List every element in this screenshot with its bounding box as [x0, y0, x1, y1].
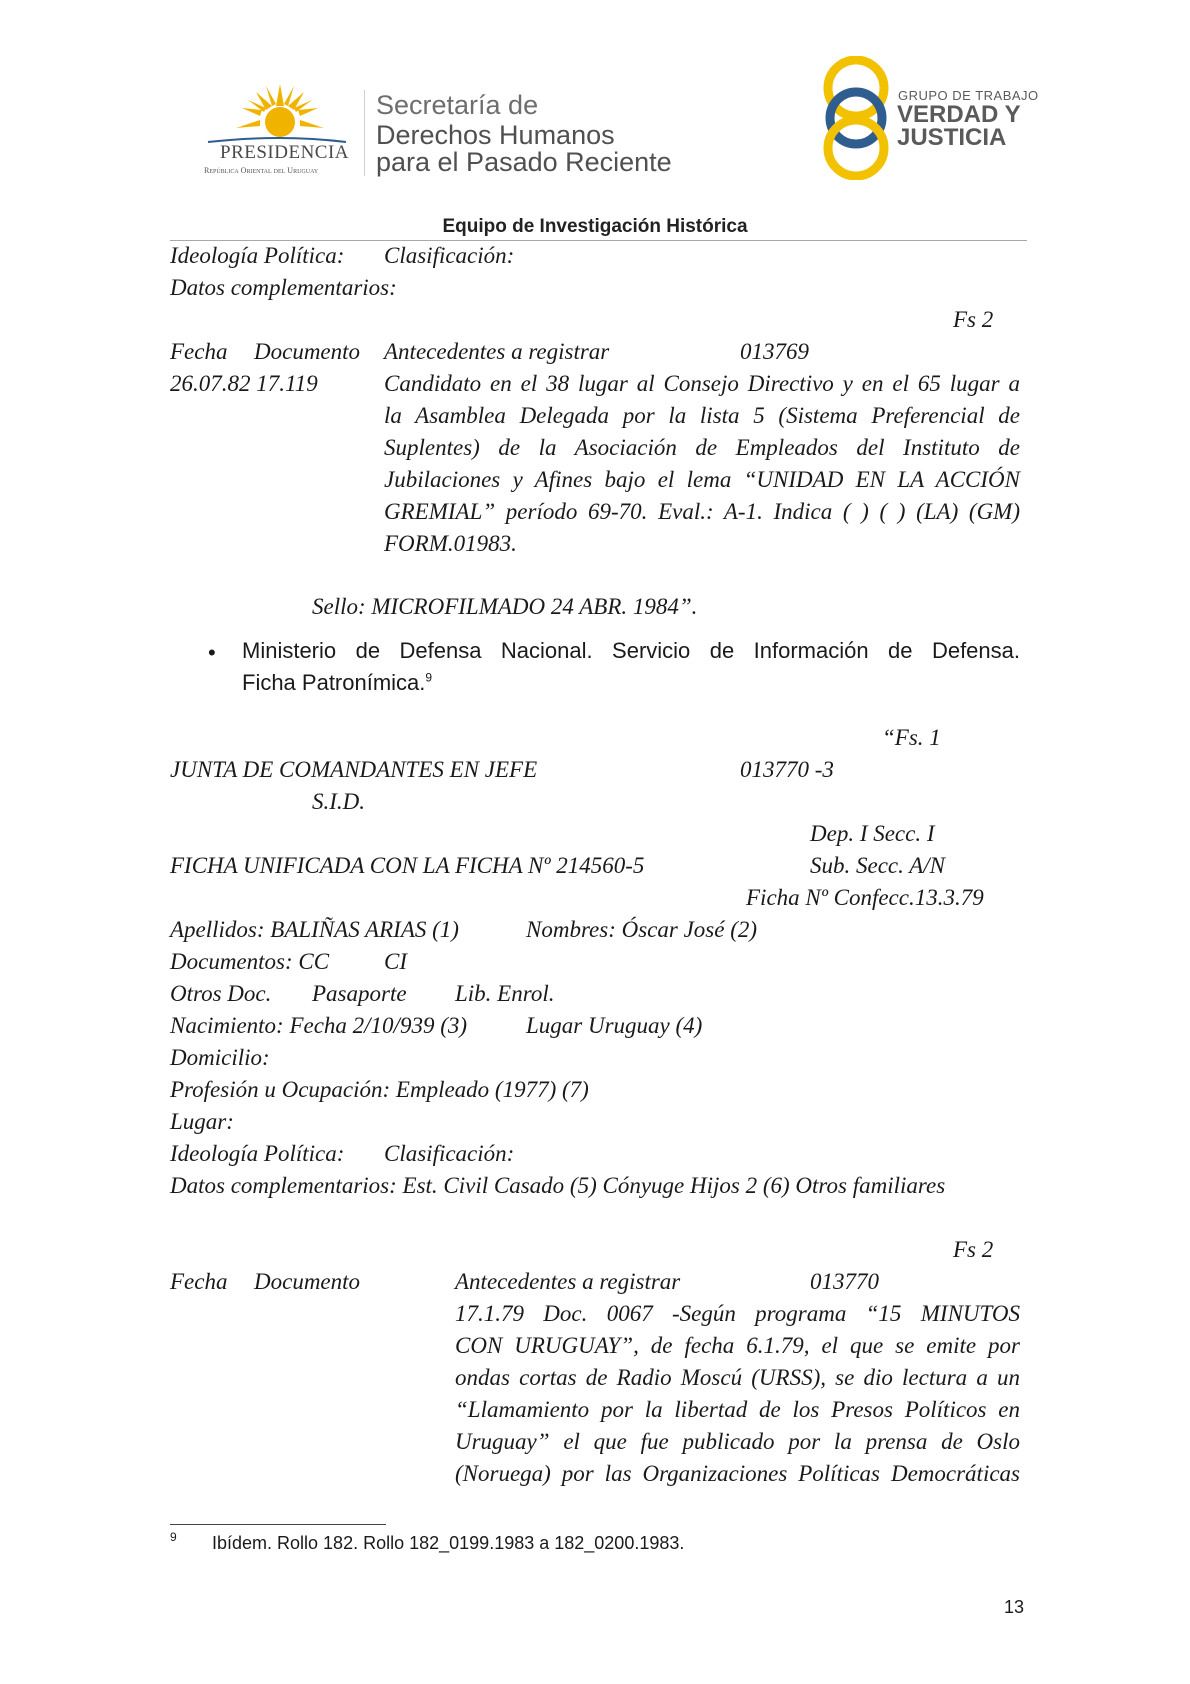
- ficha-ci: CI: [384, 949, 407, 974]
- b1-text-line: GREMIAL” período 69-70. Eval.: A-1. Indica ( ) ( ) (LA) (GM): [384, 499, 1020, 524]
- presidencia-subtitle: República Oriental del Uruguay: [204, 166, 319, 175]
- b2-text-line: “Llamamiento por la libertad de los Presos Políticos en: [455, 1397, 1020, 1422]
- ficha-domicilio: Domicilio:: [170, 1045, 270, 1070]
- bullet-line-2: [242, 670, 432, 696]
- b2-record-number: 013770: [810, 1269, 879, 1294]
- ficha-lugar-nacimiento: Lugar Uruguay (4): [526, 1013, 703, 1038]
- b1-datos: Datos complementarios:: [170, 275, 397, 300]
- b2-text-line: CON URUGUAY”, de fecha 6.1.79, el que se emite por: [455, 1333, 1020, 1358]
- b2-documento-header: Documento: [254, 1269, 361, 1294]
- b2-text-line: Uruguay” el que fue publicado por la prensa de Oslo: [455, 1429, 1020, 1454]
- team-name: Equipo de Investigación Histórica: [442, 216, 748, 237]
- b1-ideologia: Ideología Política:: [170, 243, 345, 268]
- gtvj-line-3: JUSTICIA: [897, 124, 1007, 151]
- b1-fs: Fs 2: [953, 307, 994, 332]
- b1-date-doc: 26.07.82 17.119: [170, 371, 318, 396]
- ficha-otros-doc: Otros Doc.: [170, 981, 272, 1006]
- b1-text-line: Jubilaciones y Afines bajo el lema “UNIDAD EN LA ACCIÓN: [384, 467, 1020, 492]
- b1-documento-header: Documento: [254, 339, 361, 364]
- footnote-text: Ibídem. Rollo 182. Rollo 182_0199.1983 a 182_0200.1983.: [212, 1533, 685, 1553]
- b2-antecedentes-header: Antecedentes a registrar: [455, 1269, 681, 1294]
- bullet-line-1: [242, 638, 1020, 664]
- gtvj-line-1: GRUPO DE TRABAJO: [898, 88, 1039, 103]
- b2-text-line: ondas cortas de Radio Moscú (URSS), se dio lectura a un: [455, 1365, 1020, 1390]
- b2-text-line: 17.1.79 Doc. 0067 -Según programa “15 MINUTOS: [455, 1301, 1020, 1326]
- ficha-junta: JUNTA DE COMANDANTES EN JEFE: [170, 757, 538, 782]
- b2-fecha-header: Fecha: [170, 1269, 228, 1294]
- ficha-sid: S.I.D.: [312, 789, 366, 814]
- ficha-ideologia: Ideología Política:: [170, 1141, 345, 1166]
- secretaria-line-2: Derechos Humanos: [376, 120, 615, 150]
- b1-antecedentes-header: Antecedentes a registrar: [384, 339, 610, 364]
- bullet-line-1-text: Ministerio de Defensa Nacional. Servicio de Información de Defensa.: [242, 638, 1020, 663]
- ficha-documentos: Documentos: CC: [170, 949, 330, 974]
- ficha-clasificacion: Clasificación:: [384, 1141, 515, 1166]
- ficha-dep: Dep. I Secc. I: [810, 821, 935, 846]
- b2-fs: Fs 2: [953, 1237, 994, 1262]
- b1-sello: Sello: MICROFILMADO 24 ABR. 1984”.: [312, 594, 698, 619]
- ficha-lugar: Lugar:: [170, 1109, 234, 1134]
- b1-clasificacion: Clasificación:: [384, 243, 515, 268]
- presidencia-logo: [196, 82, 354, 178]
- ficha-apellidos: Apellidos: BALIÑAS ARIAS (1): [170, 917, 459, 942]
- ficha-datos: Datos complementarios: Est. Civil Casado (5) Cónyuge Hijos 2 (6) Otros familiares: [170, 1173, 946, 1198]
- ficha-profesion: Profesión u Ocupación: Empleado (1977) (7): [170, 1077, 589, 1102]
- b1-record-number: 013769: [740, 339, 809, 364]
- gtvj-line-2: VERDAD Y: [897, 101, 1021, 128]
- secretaria-line-1: Secretaría de: [376, 90, 539, 120]
- bullet-line-2-text: Ficha Patronímica.: [242, 670, 426, 695]
- b1-text: [384, 368, 1020, 560]
- ficha-nacimiento: Nacimiento: Fecha 2/10/939 (3): [170, 1013, 468, 1038]
- ficha-unificada: FICHA UNIFICADA CON LA FICHA Nº 214560-5: [170, 853, 645, 878]
- b1-text-line: la Asamblea Delegada por la lista 5 (Sistema Preferencial de: [384, 403, 1020, 428]
- footnote-number: 9: [170, 1530, 177, 1544]
- footnote-rule: [170, 1524, 386, 1525]
- b2-text-line: (Noruega) por las Organizaciones Políticas Democráticas: [455, 1461, 1020, 1486]
- b1-text-line: Suplentes) de la Asociación de Empleados del Instituto de: [384, 435, 1020, 460]
- secretaria-line-3: para el Pasado Reciente: [376, 147, 672, 177]
- presidencia-name: PRESIDENCIA: [220, 142, 350, 163]
- ficha-fs1: “Fs. 1: [882, 725, 941, 750]
- b1-text-line: Candidato en el 38 lugar al Consejo Directivo y en el 65 lugar a: [384, 371, 1020, 396]
- ficha-subsecc: Sub. Secc. A/N: [810, 853, 945, 878]
- gtvj-rings-icon: [818, 56, 894, 180]
- ficha-junta-number: 013770 -3: [740, 757, 834, 782]
- ficha-numero: Ficha Nº Confecc.13.3.79: [746, 885, 984, 910]
- b2-text: [455, 1298, 1020, 1490]
- bullet-dot: •: [208, 640, 216, 665]
- b1-fecha-header: Fecha: [170, 339, 228, 364]
- ficha-lib-enrol: Lib. Enrol.: [455, 981, 555, 1006]
- ficha-pasaporte: Pasaporte: [312, 981, 407, 1006]
- ficha-nombres: Nombres: Óscar José (2): [526, 917, 758, 942]
- b1-text-line-last: FORM.01983.: [384, 531, 517, 556]
- page-number: 13: [1004, 1597, 1025, 1617]
- footnote-ref[interactable]: 9: [425, 670, 433, 685]
- logo-divider: [364, 90, 365, 176]
